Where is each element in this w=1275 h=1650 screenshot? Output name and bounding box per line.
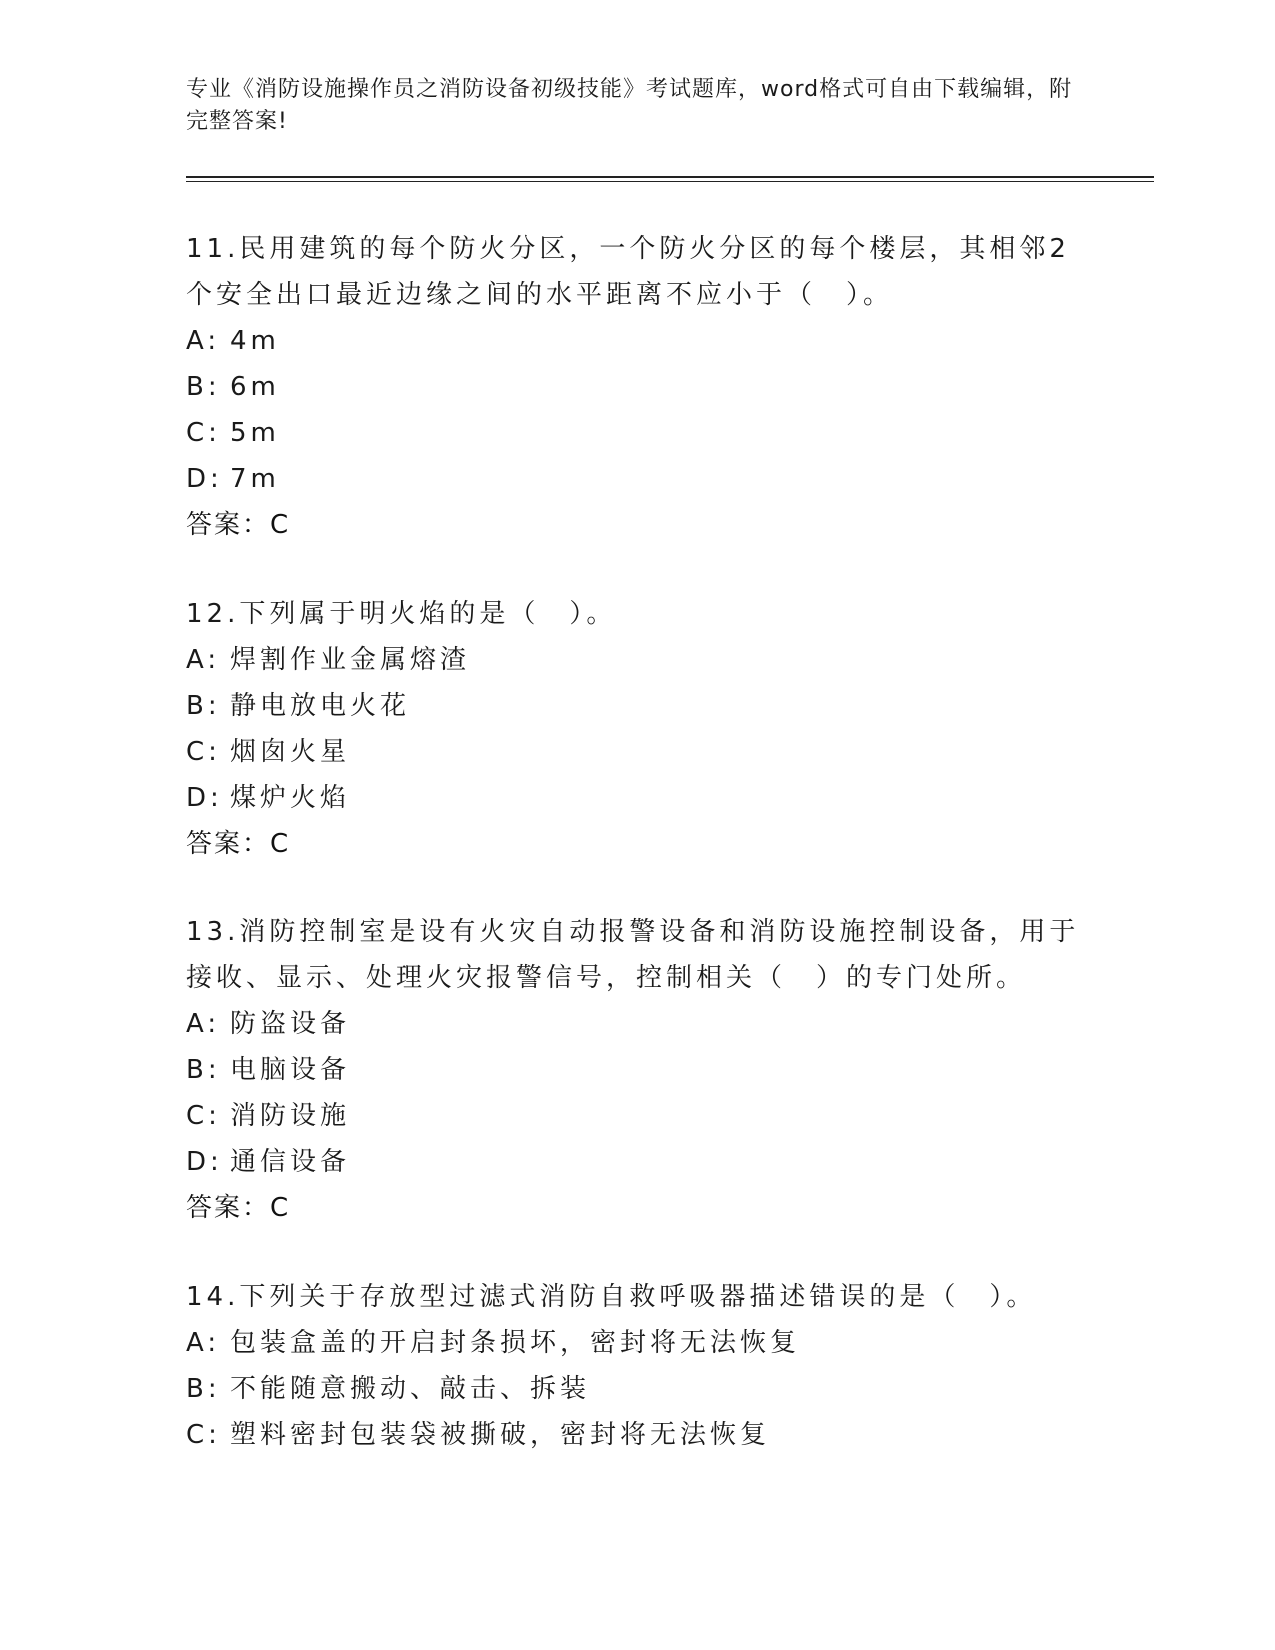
option-a bbox=[186, 318, 1086, 364]
answer-label: 答案： bbox=[186, 829, 271, 859]
option-b bbox=[186, 1047, 1086, 1093]
option-text: 包装盒盖的开启封条损坏，密封将无法恢复 bbox=[230, 1328, 801, 1358]
option-text: 6m bbox=[230, 372, 280, 402]
question-stem: 12.下列属于明火焰的是（ ）。 bbox=[186, 599, 617, 629]
option-letter: C: bbox=[186, 418, 221, 448]
option-letter: B: bbox=[186, 372, 221, 402]
answer-label: 答案： bbox=[186, 510, 271, 540]
option-letter: D: bbox=[186, 1147, 223, 1177]
answer-label: 答案： bbox=[186, 1193, 271, 1223]
option-a bbox=[186, 1320, 1086, 1366]
option-text: 5m bbox=[230, 418, 280, 448]
option-text: 不能随意搬动、敲击、拆装 bbox=[230, 1374, 591, 1404]
option-c bbox=[186, 729, 1086, 775]
option-text: 烟囱火星 bbox=[230, 737, 351, 767]
question-12 bbox=[186, 591, 1086, 867]
option-text: 煤炉火焰 bbox=[230, 783, 351, 813]
option-text: 防盗设备 bbox=[230, 1009, 351, 1039]
option-text: 4m bbox=[230, 326, 280, 356]
option-d bbox=[186, 1139, 1086, 1185]
option-letter: A: bbox=[186, 1328, 221, 1358]
option-letter: B: bbox=[186, 1374, 221, 1404]
option-letter: D: bbox=[186, 783, 223, 813]
option-b bbox=[186, 1366, 1086, 1412]
option-text: 通信设备 bbox=[230, 1147, 351, 1177]
option-letter: B: bbox=[186, 691, 221, 721]
answer-value: C bbox=[270, 829, 291, 859]
question-stem: 13.消防控制室是设有火灾自动报警设备和消防设施控制设备，用于接收、显示、处理火灾报警信号，控制相关（ ）的专门处所。 bbox=[186, 917, 1080, 993]
option-c bbox=[186, 410, 1086, 456]
question-stem: 14.下列关于存放型过滤式消防自救呼吸器描述错误的是（ ）。 bbox=[186, 1282, 1037, 1312]
option-letter: C: bbox=[186, 1420, 221, 1450]
option-letter: A: bbox=[186, 645, 221, 675]
question-11 bbox=[186, 226, 1086, 548]
option-letter: C: bbox=[186, 1101, 221, 1131]
option-letter: D: bbox=[186, 464, 223, 494]
option-text: 电脑设备 bbox=[230, 1055, 351, 1085]
option-text: 塑料密封包装袋被撕破，密封将无法恢复 bbox=[230, 1420, 771, 1450]
header-divider-thin bbox=[186, 181, 1154, 182]
option-text: 静电放电火花 bbox=[230, 691, 411, 721]
question-stem: 11.民用建筑的每个防火分区，一个防火分区的每个楼层，其相邻2个安全出口最近边缘之间的水平距离不应小于（ ）。 bbox=[186, 234, 1070, 310]
answer-value: C bbox=[270, 510, 291, 540]
option-text: 消防设施 bbox=[230, 1101, 351, 1131]
option-letter: B: bbox=[186, 1055, 221, 1085]
answer-line bbox=[186, 1185, 1086, 1231]
option-c bbox=[186, 1093, 1086, 1139]
question-14 bbox=[186, 1274, 1086, 1458]
option-b bbox=[186, 683, 1086, 729]
option-c bbox=[186, 1412, 1086, 1458]
option-a bbox=[186, 637, 1086, 683]
option-d bbox=[186, 456, 1086, 502]
document-header: 专业《消防设施操作员之消防设备初级技能》考试题库，word格式可自由下载编辑，附完整答案! bbox=[186, 77, 1073, 134]
header-divider bbox=[186, 176, 1154, 178]
question-13 bbox=[186, 909, 1086, 1231]
answer-value: C bbox=[270, 1193, 291, 1223]
option-a bbox=[186, 1001, 1086, 1047]
option-b bbox=[186, 364, 1086, 410]
option-text: 7m bbox=[230, 464, 280, 494]
option-d bbox=[186, 775, 1086, 821]
option-letter: A: bbox=[186, 326, 221, 356]
answer-line bbox=[186, 821, 1086, 867]
answer-line bbox=[186, 502, 1086, 548]
option-letter: C: bbox=[186, 737, 221, 767]
option-letter: A: bbox=[186, 1009, 221, 1039]
option-text: 焊割作业金属熔渣 bbox=[230, 645, 471, 675]
